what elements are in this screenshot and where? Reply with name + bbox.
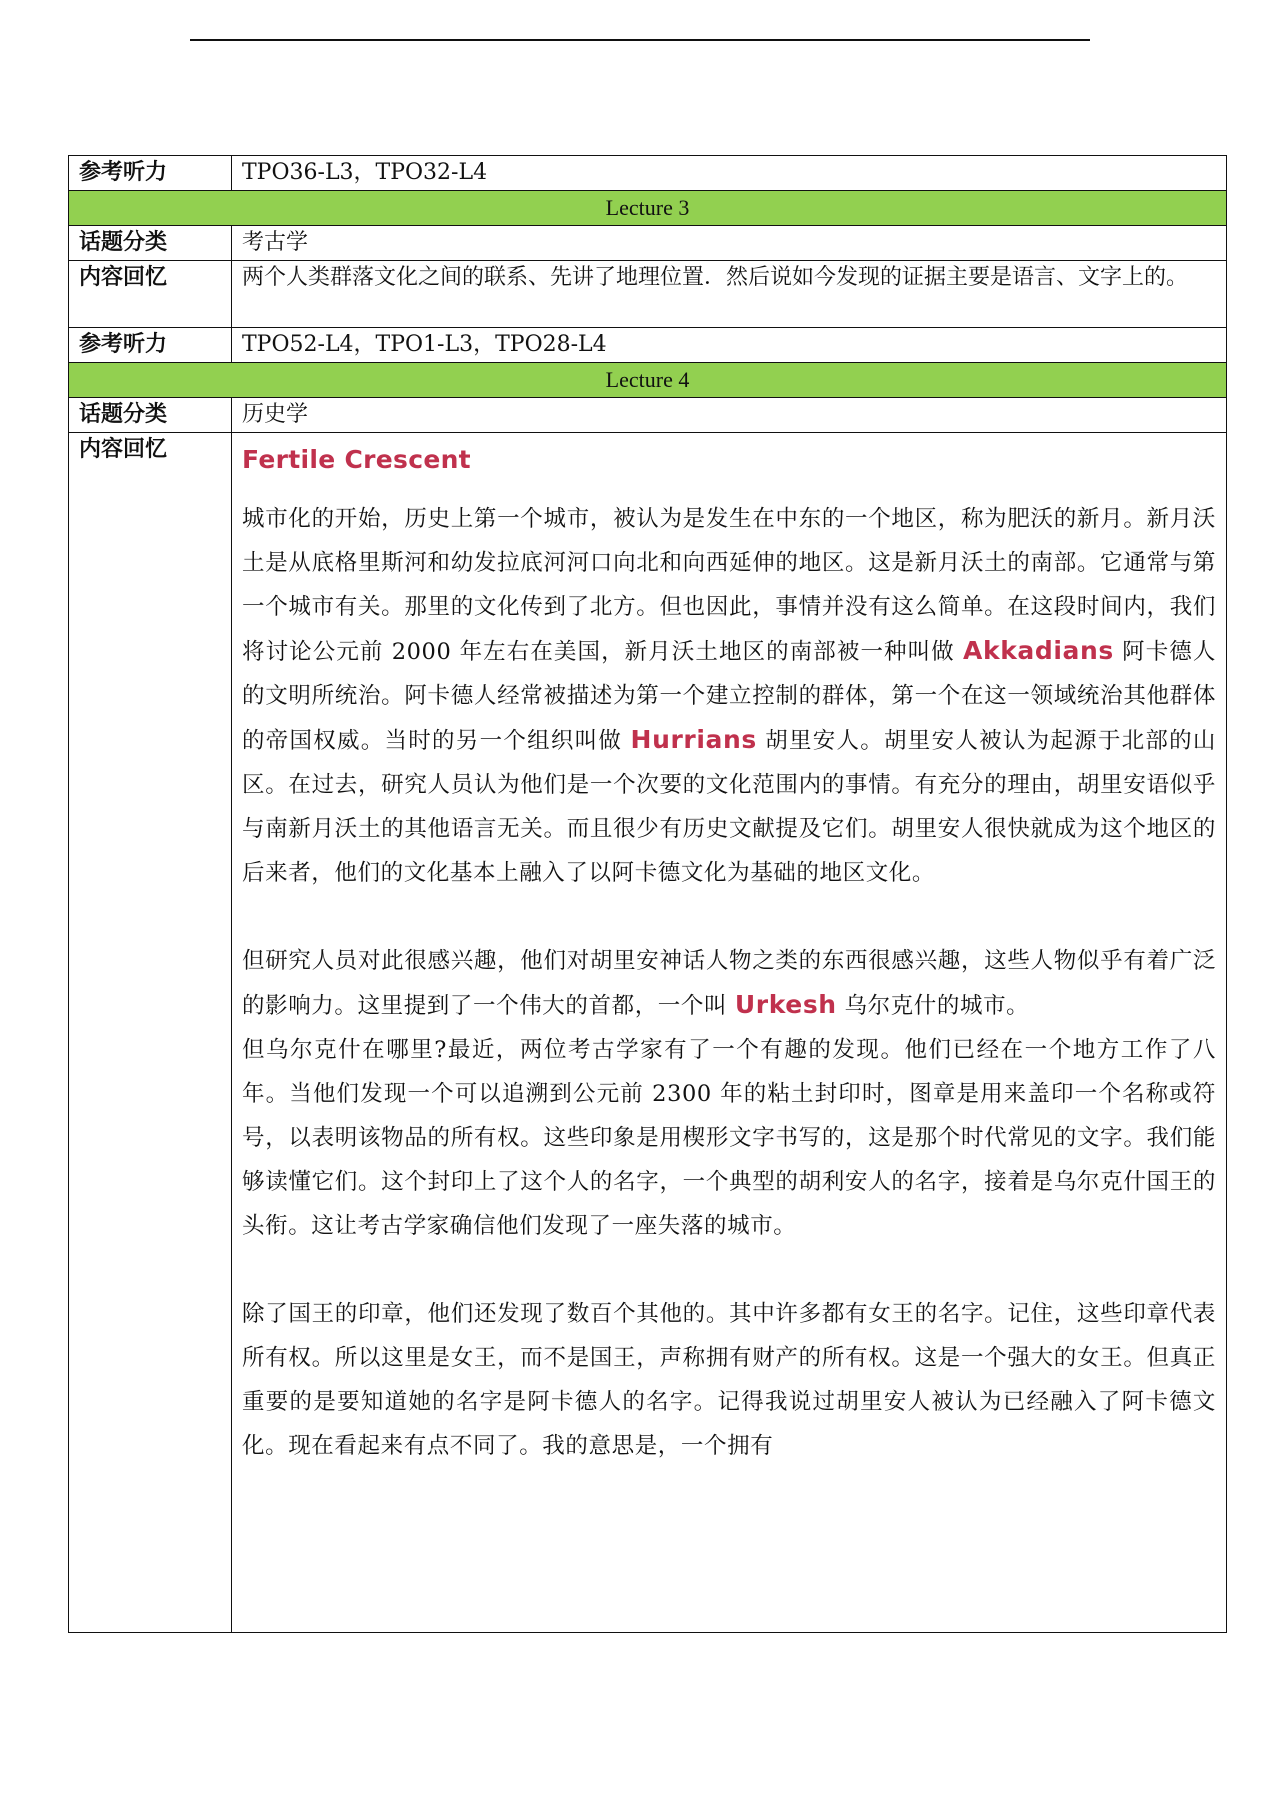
table-row bbox=[69, 328, 1227, 363]
lecture-title: Lecture 3 bbox=[69, 191, 1227, 226]
paragraph bbox=[242, 497, 1216, 895]
row-value: 考古学 bbox=[232, 226, 1227, 261]
paragraph-text: 但研究人员对此很感兴趣，他们对胡里安神话人物之类的东西很感兴趣，这些人物似乎有着广泛的影响力。这里提到了一个伟大的首都，一个叫 bbox=[242, 948, 1216, 1019]
lecture-header-row bbox=[69, 191, 1227, 226]
row-value: 历史学 bbox=[232, 398, 1227, 433]
paragraph: 除了国王的印章，他们还发现了数百个其他的。其中许多都有女王的名字。记住，这些印章代表所有权。所以这里是女王，而不是国王，声称拥有财产的所有权。这是一个强大的女王。但真正重要的是要知道她的名字是阿卡德人的名字。记得我说过胡里安人被认为已经融入了阿卡德文化。现在看起来有点不同了。我的意思是，一个拥有 bbox=[242, 1301, 1216, 1459]
table-row bbox=[69, 433, 1227, 1633]
lecture-title: Lecture 4 bbox=[69, 363, 1227, 398]
paragraph-text: 城市化的开始，历史上第一个城市，被认为是发生在中东的一个地区，称为肥沃的新月。新月沃土是从底格里斯河和幼发拉底河河口向北和向西延伸的地区。这是新月沃土的南部。它通常与第一个城市有关。那里的文化传到了北方。但也因此，事情并没有这么简单。在这段时间内，我们将讨论公元前 2000 年左右在美国，新月沃土地区的南部被一种叫做 bbox=[242, 506, 1216, 665]
row-label: 参考听力 bbox=[69, 328, 232, 363]
paragraph: 但乌尔克什在哪里?最近，两位考古学家有了一个有趣的发现。他们已经在一个地方工作了八年。当他们发现一个可以追溯到公元前 2300 年的粘土封印时，图章是用来盖印一个名称或符号，以表明该物品的所有权。这些印象是用楔形文字书写的，这是那个时代常见的文字。我们能够读懂它们。这个封印上了这个人的名字，一个典型的胡利安人的名字，接着是乌尔克什国王的头衔。这让考古学家确信他们发现了一座失落的城市。 bbox=[242, 1037, 1216, 1239]
paragraph bbox=[242, 939, 1216, 1028]
paragraph-text: 胡里安人。胡里安人被认为起源于北部的山区。在过去，研究人员认为他们是一个次要的文化范围内的事情。有充分的理由，胡里安语似乎与南新月沃土的其他语言无关。而且很少有历史文献提及它们。胡里安人很快就成为这个地区的后来者，他们的文化基本上融入了以阿卡德文化为基础的地区文化。 bbox=[242, 728, 1216, 886]
table-row bbox=[69, 156, 1227, 191]
row-value: TPO52-L4，TPO1-L3，TPO28-L4 bbox=[232, 328, 1227, 363]
highlight-term: Akkadians bbox=[963, 636, 1114, 665]
row-label: 内容回忆 bbox=[69, 433, 232, 1633]
table-row bbox=[69, 398, 1227, 433]
article-cell bbox=[232, 433, 1227, 1633]
highlight-term: Hurrians bbox=[630, 725, 757, 754]
article-title: Fertile Crescent bbox=[242, 445, 471, 474]
notes-table bbox=[68, 155, 1227, 1633]
highlight-term: Urkesh bbox=[734, 990, 837, 1019]
row-label: 话题分类 bbox=[69, 398, 232, 433]
header-rule bbox=[190, 39, 1090, 41]
row-value: 两个人类群落文化之间的联系、先讲了地理位置．然后说如今发现的证据主要是语言、文字上的。 bbox=[232, 261, 1227, 328]
paragraph-text: 阿卡德人的文明所统治。阿卡德人经常被描述为第一个建立控制的群体，第一个在这一领域统治其他群体的帝国权威。当时的另一个组织叫做 bbox=[242, 639, 1216, 754]
article-body bbox=[242, 435, 1216, 1630]
row-label: 内容回忆 bbox=[69, 261, 232, 328]
row-value: TPO36-L3，TPO32-L4 bbox=[232, 156, 1227, 191]
lecture-header-row bbox=[69, 363, 1227, 398]
row-label: 话题分类 bbox=[69, 226, 232, 261]
row-label: 参考听力 bbox=[69, 156, 232, 191]
paragraph-text: 乌尔克什的城市。 bbox=[844, 993, 1030, 1019]
table-row bbox=[69, 261, 1227, 328]
table-row bbox=[69, 226, 1227, 261]
